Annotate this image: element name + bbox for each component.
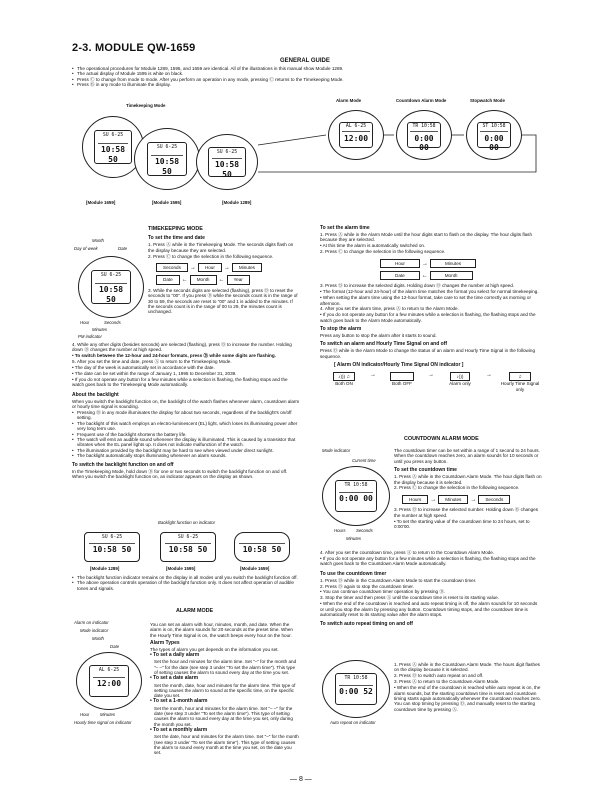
lcd-top-row: TR 10:58 [410, 124, 437, 132]
time-set-sequence [156, 263, 298, 285]
step: • The day of the week is automatically set in accordance with the date. [72, 365, 215, 371]
step: • To switch between the 12-hour and 24-hour formats, press Ⓓ while some digits are flashing. [72, 353, 276, 359]
arrow-right-icon: → [189, 264, 196, 271]
step: • If you do not operate any button for a few minutes while a selection is flashing, the flashing stops and the watch goes back to the Countdown Alarm Mode automatically. [320, 555, 536, 567]
switch-alarm-heading: To switch an alarm and Hourly Time Signal on and off [320, 341, 448, 348]
step: 2. Press Ⓓ to switch auto repeat on and off. [394, 673, 484, 679]
label-mode-indicator: Mode indicator [80, 628, 109, 633]
label-auto-repeat: Auto repeat on indicator [330, 720, 376, 725]
hourly-signal-icon: ♫ [509, 372, 530, 381]
watch-display [407, 122, 442, 152]
step: • If you do not operate any button for a few minutes while a selection is flashing, the flashing stops and the watch goes back to the Timekeeping Mode automatically. [72, 376, 288, 388]
lcd-top-row: TR 10:58 [339, 483, 373, 493]
seq-minutes: Minutes [430, 259, 476, 268]
backlight-lcd-1595 [160, 532, 216, 562]
step: 1. Press Ⓐ while in the Alarm Mode until the hour digits start to flash on the display. The hour digits flash because they are selected. [320, 231, 533, 243]
backlight-switch-text: In the Timekeeping Mode, hold down Ⓓ for one or two seconds to switch the backlight function on and off. When you switch the backlight function on, an indicator appears on the display as shown. [72, 468, 288, 479]
lcd-top-row: SU 6-25 [98, 133, 129, 144]
stopwatch-mode-label: Stopwatch Mode [470, 98, 505, 103]
lcd-main-row: 0:00 00 [339, 494, 373, 504]
backlight-bullet: • Frequent use of the backlight shortens the battery life. [72, 432, 300, 437]
label-current-time: Current time [352, 458, 376, 463]
step: 3. Stop the timer and then press Ⓐ until the countdown time is reset to its starting value. [320, 595, 499, 601]
label-hour: Hour [80, 320, 90, 325]
countdown-heading: COUNTDOWN ALARM MODE [404, 436, 479, 442]
arrow-right-icon: → [486, 372, 492, 379]
watch-display [89, 665, 130, 696]
label-date: Date [118, 246, 128, 251]
step: • At this time the alarm is automatically switched on. [320, 243, 426, 249]
guide-bullet: • The actual display of Module 1595 is white on black. [72, 71, 542, 76]
module-label: [Module 1595] [152, 200, 182, 205]
lcd-top-row: SU 6-25 [165, 535, 210, 545]
step: • The format (12-hour and 24-hour) of the alarm time matches the format you select for normal timekeeping. [320, 289, 539, 295]
countdown-set-heading: To set the countdown time [394, 467, 457, 474]
guide-bullet: • Press Ⓒ to change from mode to mode. After you perform an operation in any mode, pressing Ⓒ returns to the Timekeeping Mode. [72, 77, 542, 82]
watch-display [94, 130, 132, 164]
both-off-icon [390, 372, 413, 381]
alarm-set-heading: To set the alarm time [320, 225, 370, 231]
alarm-type-text: Set the month, hour and minutes for the alarm time. Set "– –" for the date (see step 3 under "To set the alarm time"). This type of setting causes the alarm to sound every day at the time you set, only during the month you set. [154, 705, 293, 727]
lcd-main-row: 10:58 50 [242, 545, 282, 555]
lcd-main-row: 12:00 [96, 679, 122, 689]
backlight-bullet: • The backlight of this watch employs an electro-luminescent (EL) light, which loses its illuminating power after very long term use. [72, 421, 300, 432]
step: 1. Press Ⓐ while in the Timekeeping Mode. The seconds digits flash on the display because they are selected. [148, 242, 294, 253]
stop-alarm-text: Press any button to stop the alarm after it starts to sound. [320, 333, 437, 339]
general-guide-heading: GENERAL GUIDE [280, 58, 330, 64]
alarm-type-heading: • To set a daily alarm [150, 652, 200, 659]
both-on-icon: ♪))) ♫ [333, 372, 355, 381]
watch-display [339, 122, 374, 149]
label-minutes: Minutes [346, 536, 362, 541]
lcd-main-row: 10:58 50 [92, 545, 132, 555]
label-seconds: Seconds [356, 528, 373, 533]
timekeeping-heading: TIMEKEEPING MODE [148, 226, 203, 232]
lcd-top-row: SU 6-25 [95, 273, 128, 284]
label-hour: Hour [80, 712, 90, 717]
auto-repeat-diagram-watch [322, 660, 390, 718]
module-label: [Module 1289] [90, 566, 120, 571]
countdown-set-sequence [402, 495, 542, 504]
seq-hours: Hours [402, 495, 428, 504]
seq-date: Date [380, 271, 420, 280]
watch-display [335, 480, 377, 512]
watch-display [477, 122, 512, 152]
backlight-bullet: • The backlight function indicator remains on the display in all modes until you switch the backlight function off. [72, 575, 300, 580]
lcd-main-row: 10:58 50 [168, 545, 208, 555]
alarm-type-heading: • To set a date alarm [150, 675, 199, 682]
lcd-top-row: AL 6-25 [93, 668, 126, 678]
module-label: [Module 1659] [86, 200, 116, 205]
step: 2. Press Ⓓ again to stop the countdown timer. [320, 583, 414, 589]
lcd-top-row: SU 6-25 [89, 535, 134, 545]
seq-month: Month [190, 275, 217, 284]
watch-module-1595 [134, 128, 200, 190]
lcd-main-row: 10:58 50 [214, 160, 240, 179]
label-month: Month [92, 636, 104, 641]
step: 4. While any other digits (besides seconds) are selected (flashing), press Ⓓ to increase the number. Holding down Ⓓ changes the number at high speed. [72, 342, 292, 353]
status-label: Hourly Time Signal only [500, 381, 540, 392]
alarm-type-text: Set the date, hour and minutes for the alarm time. Set "–" for the month (see step 3 under "To set the alarm time"). This type of setting causes the alarm to sound every month at the time you set, on the date you set. [154, 734, 299, 756]
module-label: [Module 1659] [240, 566, 270, 571]
lcd-main-row: 10:58 50 [98, 285, 124, 304]
module-label: [Module 1595] [166, 566, 196, 571]
alarm-indicator-caption: [ Alarm ON indicator/Hourly Time Signal ON indicator ] [334, 362, 464, 369]
label-minutes: Minutes [92, 327, 108, 332]
backlight-lcd-1659 [234, 532, 290, 562]
backlight-bullet: • The illumination provided by the backlight may be hard to see when viewed under direct sunlight. [72, 448, 300, 453]
lcd-top-row: SU 6-25 [212, 150, 243, 160]
step: 1. Press Ⓐ while in the Countdown Alarm Mode. The hour digits flash on the display because it is selected. [394, 474, 542, 485]
seq-minutes: Minutes [232, 263, 262, 272]
watch-countdown-mode [396, 110, 452, 160]
lcd-main-row: 12:00 [343, 133, 369, 143]
backlight-bullet: • The watch will emit an audible sound whenever the display is illuminated. This is caused by a transistor that vibrates when the EL panel lights up. It does not indicate malfunction of the watch. [72, 437, 300, 448]
seq-minutes: Minutes [438, 495, 468, 504]
countdown-mode-label: Countdown Alarm Mode [396, 98, 447, 103]
alarm-mode-label: Alarm Mode [336, 98, 362, 103]
alarm-type-text: Set the month, date, hour and minutes for the alarm time. This type of setting causes the alarm to sound at the specific time, on the specific date you set. [154, 682, 296, 699]
seq-seconds: Seconds [478, 495, 510, 504]
lcd-main-row: 10:58 50 [100, 145, 126, 164]
step: 4. After you set the countdown time, press Ⓐ to return to the Countdown Alarm Mode. [320, 550, 495, 555]
alarm-mode-heading: ALARM MODE [176, 608, 214, 614]
guide-bullet: • Press Ⓑ in any mode to illuminate the display. [72, 82, 542, 87]
alarm-type-heading: • To set a 1-month alarm [150, 698, 208, 705]
watch-display [147, 142, 188, 176]
backlight-intro: When you switch the backlight function on, the backlight of the watch flashes whenever alarm, countdown alarm or hourly time signal is sounding. [72, 398, 300, 410]
step: 3. Press Ⓓ to increase the selected digits. Holding down Ⓓ changes the number at high speed. [320, 283, 515, 289]
watch-stopwatch-mode [466, 110, 522, 160]
seq-hour: Hour [198, 263, 222, 272]
label-hourly-signal: Hourly time signal on indicator [74, 720, 132, 725]
backlight-lcd-1289 [84, 532, 140, 562]
page-number: — 8 — [290, 776, 312, 783]
arrow-left-icon: ← [181, 277, 188, 284]
auto-repeat-heading: To switch auto repeat timing on and off [320, 621, 413, 628]
label-day-of-week: Day of week [74, 246, 98, 251]
arrow-left-icon: ← [218, 277, 225, 284]
alarm-type-text: Set the hour and minutes for the alarm time. Set "–" for the month and "– –" for the date (see step 3 under "To set the alarm time"). This type of setting causes the alarm to sound every day at the time you set. [154, 659, 297, 676]
set-time-heading: To set the time and date [148, 235, 205, 242]
timekeeping-diagram-watch [78, 256, 144, 318]
step: 3. While the seconds digits are selected (flashing), press Ⓓ to reset the seconds to "00". If you press Ⓓ while the seconds count is in the range of 30 to 59, the seconds are reset to "00" and 1 is added to the minutes. If the seconds count is in the range of 00 to 29, the minutes count is unchanged. [148, 287, 298, 315]
seq-month: Month [430, 271, 473, 280]
label-alarm-on: Alarm on indicator [74, 620, 109, 625]
backlight-bullet: • The above operation controls operation of the backlight function only. It does not affect operation of audible tones and signals. [72, 580, 300, 591]
lcd-top-row: AL 6-25 [342, 124, 369, 132]
label-hours: Hours [334, 528, 346, 533]
seq-date: Date [156, 275, 180, 284]
countdown-intro: The countdown timer can be set within a range of 1 second to 24 hours. When the countdown reaches zero, an alarm sounds for 10 seconds or until you press any button. [394, 448, 540, 464]
lcd-main-row: 0:00 00 [484, 133, 504, 152]
page-title: 2-3. MODULE QW-1659 [72, 42, 196, 54]
watch-module-1289 [196, 134, 258, 190]
step: • The date can be set within the range of January 1, 1995 to December 31, 2039. [72, 371, 237, 377]
arrow-right-icon: → [430, 496, 437, 503]
lcd-main-row: 0:00 00 [414, 133, 434, 152]
lcd-top-row: TR 10:58 [339, 676, 373, 686]
step: • If you do not operate any button for a few minutes while a selection is flashing, the flashing stops and the watch goes back to the Alarm Mode automatically. [320, 312, 536, 323]
general-guide-bullets [72, 66, 542, 88]
arrow-right-icon: → [370, 372, 376, 379]
step: 2. Press Ⓒ to change the selection in the following sequence. [394, 485, 520, 491]
step: 3. Press Ⓐ to return to the Countdown Alarm Mode. [394, 679, 500, 685]
arrow-right-icon: → [428, 372, 434, 379]
stop-alarm-heading: To stop the alarm [320, 326, 362, 333]
backlight-bullet: • Pressing Ⓑ in any mode illuminates the display for about two seconds, regardless of the backlight's on/off setting. [72, 410, 300, 421]
countdown-diagram-watch [322, 466, 390, 526]
watch-display [91, 270, 132, 304]
alarm-types-heading: Alarm Types [150, 640, 180, 647]
seq-seconds: Seconds [156, 263, 188, 272]
lcd-main-row: 10:58 50 [154, 157, 180, 176]
label-date: Date [110, 644, 120, 649]
label-month: Month [92, 238, 104, 243]
step: • To set the starting value of the countdown time to 24 hours, set to 0:00'00. [394, 518, 530, 529]
alarm-diagram-watch [76, 652, 142, 710]
countdown-use-heading: To use the countdown timer [320, 570, 387, 577]
alarm-types-intro: The types of alarm you get depends on the information you set. [150, 647, 279, 653]
arrow-right-icon: → [421, 260, 428, 267]
status-label: Both OFF [392, 381, 412, 387]
label-pm-indicator: PM indicator [78, 334, 102, 339]
step: • When setting the alarm time using the 12-hour format, take care to set the time correctly as morning or afternoon. [320, 295, 531, 306]
step: • You can continue countdown timer operation by pressing Ⓓ. [320, 589, 446, 595]
label-mode-indicator: Mode indicator [322, 448, 351, 453]
step: • When the end of the countdown is reached and auto repeat timing is off, the alarm sounds for 10 seconds or until you stop the alarm by pressing any button. Countdown timing stops, and the countdown time is automatically reset to its starting value after the alarm stops. [320, 601, 538, 618]
backlight-bullets [72, 410, 300, 459]
lcd-top-row: ST 10:58 [480, 124, 507, 132]
step: 1. Press Ⓓ while in the Countdown Alarm Mode to start the countdown timer. [320, 577, 477, 583]
lcd-top-row [239, 535, 284, 545]
status-label: Alarm only [449, 381, 471, 387]
module-label: [Module 1289] [222, 200, 252, 205]
watch-display [335, 673, 377, 704]
timekeeping-mode-label: Timekeeping Mode [126, 103, 166, 108]
label-seconds: Seconds [104, 320, 121, 325]
step: 2. Press Ⓒ to change the selection in the following sequence. [320, 249, 446, 255]
step: 5. After you set the time and date, press Ⓐ to return to the Timekeeping Mode. [72, 359, 232, 365]
status-label: Both ON [335, 381, 353, 387]
backlight-bullet: • The backlight automatically stops illuminating whenever an alarm sounds. [72, 453, 300, 458]
guide-bullet: • The operational procedures for Module 1289, 1595, and 1659 are identical. All of the illustrations in this manual show Module 1289. [72, 66, 542, 71]
alarm-type-heading: • To set a monthly alarm [150, 726, 208, 733]
alarm-set-sequence [380, 259, 542, 281]
seq-year: Year [227, 275, 250, 284]
arrow-right-icon: → [223, 264, 230, 271]
backlight-indicator-caption: Backlight function on indicator [158, 520, 216, 525]
alarm-only-icon: ♪))) [450, 372, 471, 381]
watch-display [208, 147, 246, 177]
step: • When the end of the countdown is reached while auto repeat is on, the alarm sounds, but the starting countdown time is reset and countdown timing starts again automatically whenever the countdown reaches zero. You can stop timing by pressing Ⓓ, and manually reset to the starting countdown time by pressing Ⓐ. [394, 685, 541, 712]
label-minutes: Minutes [100, 712, 116, 717]
lcd-main-row: 0:00 52 [339, 687, 373, 697]
step: 4. After you set the alarm time, press Ⓐ to return to the Alarm Mode. [320, 306, 459, 312]
backlight-switch-heading: To switch the backlight function on and off [72, 461, 174, 468]
alarm-intro: You can set an alarm with hour, minutes, month, and date. When the alarm is on, the alarm sounds for 20 seconds at the preset time. When the Hourly Time Signal is on, the watch beeps every hour on the hour. [150, 622, 293, 638]
backlight-heading: About the backlight [72, 391, 119, 398]
step: 3. Press Ⓓ to increase the selected number. Holding down Ⓓ changes the number at high speed. [394, 507, 539, 518]
seq-hour: Hour [380, 259, 420, 268]
lcd-top-row: SU 6-25 [151, 145, 184, 156]
step: 2. Press Ⓒ to change the selection in the following sequence. [148, 253, 274, 259]
arrow-right-icon: → [470, 496, 477, 503]
watch-alarm-mode [328, 110, 384, 160]
switch-alarm-text: Press Ⓓ while in the Alarm Mode to change the status of an alarm and Hourly Time Signal in the following sequence. [320, 348, 535, 359]
step: 1. Press Ⓐ while in the Countdown Alarm Mode. The hours digit flashes on the display because it is selected. [394, 662, 540, 673]
alarm-status-sequence [326, 372, 542, 392]
arrow-left-icon: ← [421, 272, 428, 279]
backlight-after-bullets [72, 575, 300, 591]
